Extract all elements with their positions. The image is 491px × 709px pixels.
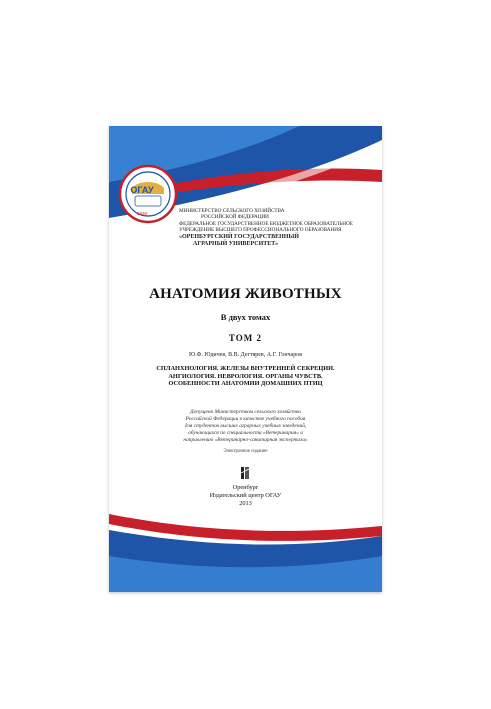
logo-year: 1930 — [136, 211, 147, 216]
approval-line-4: обучающихся по специальности «Ветеринария» и — [188, 430, 303, 436]
publisher-mark-icon — [240, 466, 250, 480]
university-line-2: АГРАРНЫЙ УНИВЕРСИТЕТ» — [193, 240, 279, 247]
imprint-city: Оренбург — [232, 484, 259, 491]
book-cover — [109, 126, 382, 592]
ministry-line-1: МИНИСТЕРСТВО СЕЛЬСКОГО ХОЗЯЙСТВА — [179, 208, 285, 214]
approval-line-3: для студентов высших аграрных учебных заведений, — [184, 423, 307, 429]
approval-line-2: Российской Федерации в качестве учебного пособия — [185, 416, 306, 422]
topics-line-2: АНГИОЛОГИЯ. НЕВРОЛОГИЯ. ОРГАНЫ ЧУВСТВ. — [168, 372, 323, 380]
ministry-line-2: РОССИЙСКОЙ ФЕДЕРАЦИИ — [201, 214, 269, 221]
approval-line-1: Допущено Министерством сельского хозяйства — [190, 409, 301, 415]
topics-line-3: ОСОБЕННОСТИ АНАТОМИИ ДОМАШНИХ ПТИЦ — [168, 380, 323, 388]
imprint-year: 2013 — [239, 500, 252, 507]
institution-line-1: ФЕДЕРАЛЬНОЕ ГОСУДАРСТВЕННОЕ БЮДЖЕТНОЕ ОБРАЗОВАТЕЛЬНОЕ — [179, 220, 353, 227]
approval-line-5: направлению «Ветеринарно-санитарная экспертиза» — [183, 437, 308, 443]
approval-note — [137, 409, 354, 444]
topics-line-1: СПЛАНХНОЛОГИЯ. ЖЕЛЕЗЫ ВНУТРЕННЕЙ СЕКРЕЦИИ. — [156, 365, 335, 372]
book-topics — [109, 365, 382, 388]
imprint-publisher: Издательский центр ОГАУ — [209, 492, 282, 499]
book-volume: ТОМ 2 — [228, 333, 263, 343]
header-block — [179, 208, 369, 248]
logo-abbreviation: ОГАУ — [130, 185, 154, 195]
imprint-block — [109, 484, 382, 508]
book-title: АНАТОМИЯ ЖИВОТНЫХ — [149, 286, 342, 302]
book-authors: Ю.Ф. Юдичев, В.В. Дегтярев, А.Г. Гончаров — [188, 352, 303, 358]
book-subtitle: В двух томах — [220, 312, 271, 322]
institution-line-2: УЧРЕЖДЕНИЕ ВЫСШЕГО ПРОФЕССИОНАЛЬНОГО ОБРАЗОВАНИЯ — [179, 227, 342, 234]
university-line-1: «ОРЕНБУРГСКИЙ ГОСУДАРСТВЕННЫЙ — [179, 233, 299, 240]
edition-note: Электронное издание — [223, 449, 268, 454]
